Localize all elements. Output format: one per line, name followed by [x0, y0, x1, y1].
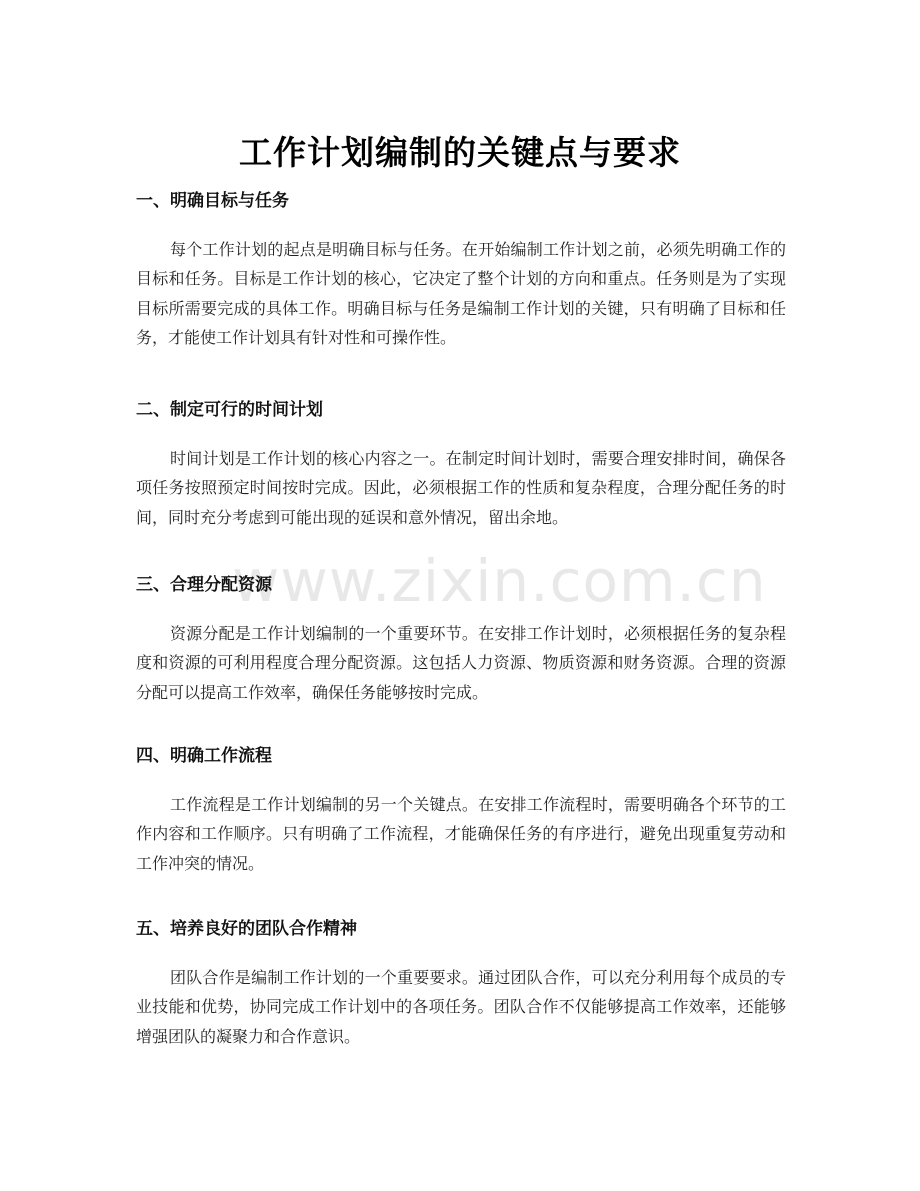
section-paragraph: 每个工作计划的起点是明确目标与任务。在开始编制工作计划之前，必须先明确工作的目标和任务。目标是工作计划的核心，它决定了整个计划的方向和重点。任务则是为了实现目标所需要完成的具体工作。明确目标与任务是编制工作计划的关键，只有明确了目标和任务，才能使工作计划具有针对性和可操作性。 [136, 240, 786, 347]
watermark: www.zixin.com.cn [232, 547, 767, 615]
section-heading: 一、明确目标与任务 [136, 191, 289, 211]
section-4 [136, 744, 786, 894]
section-1 [136, 189, 786, 368]
section-paragraph: 团队合作是编制工作计划的一个重要要求。通过团队合作，可以充分利用每个成员的专业技能和优势，协同完成工作计划中的各项任务。团队合作不仅能够提高工作效率，还能够增强团队的凝聚力和合作意识。 [136, 968, 786, 1046]
section-heading: 三、合理分配资源 [136, 575, 272, 595]
section-5 [136, 917, 786, 1067]
section-paragraph: 时间计划是工作计划的核心内容之一。在制定时间计划时，需要合理安排时间，确保各项任务按照预定时间按时完成。因此，必须根据工作的性质和复杂程度，合理分配任务的时间，同时充分考虑到可能出现的延误和意外情况，留出余地。 [136, 449, 786, 527]
section-heading: 五、培养良好的团队合作精神 [136, 919, 357, 939]
document-title: 工作计划编制的关键点与要求 [239, 133, 681, 173]
section-paragraph: 工作流程是工作计划编制的另一个关键点。在安排工作流程时，需要明确各个环节的工作内容和工作顺序。只有明确了工作流程，才能确保任务的有序进行，避免出现重复劳动和工作冲突的情况。 [136, 795, 786, 873]
section-3 [136, 573, 786, 723]
section-2 [136, 398, 786, 548]
section-heading: 四、明确工作流程 [136, 746, 272, 766]
section-heading: 二、制定可行的时间计划 [136, 400, 323, 420]
section-paragraph: 资源分配是工作计划编制的一个重要环节。在安排工作计划时，必须根据任务的复杂程度和资源的可利用程度合理分配资源。这包括人力资源、物质资源和财务资源。合理的资源分配可以提高工作效率，确保任务能够按时完成。 [136, 624, 786, 702]
